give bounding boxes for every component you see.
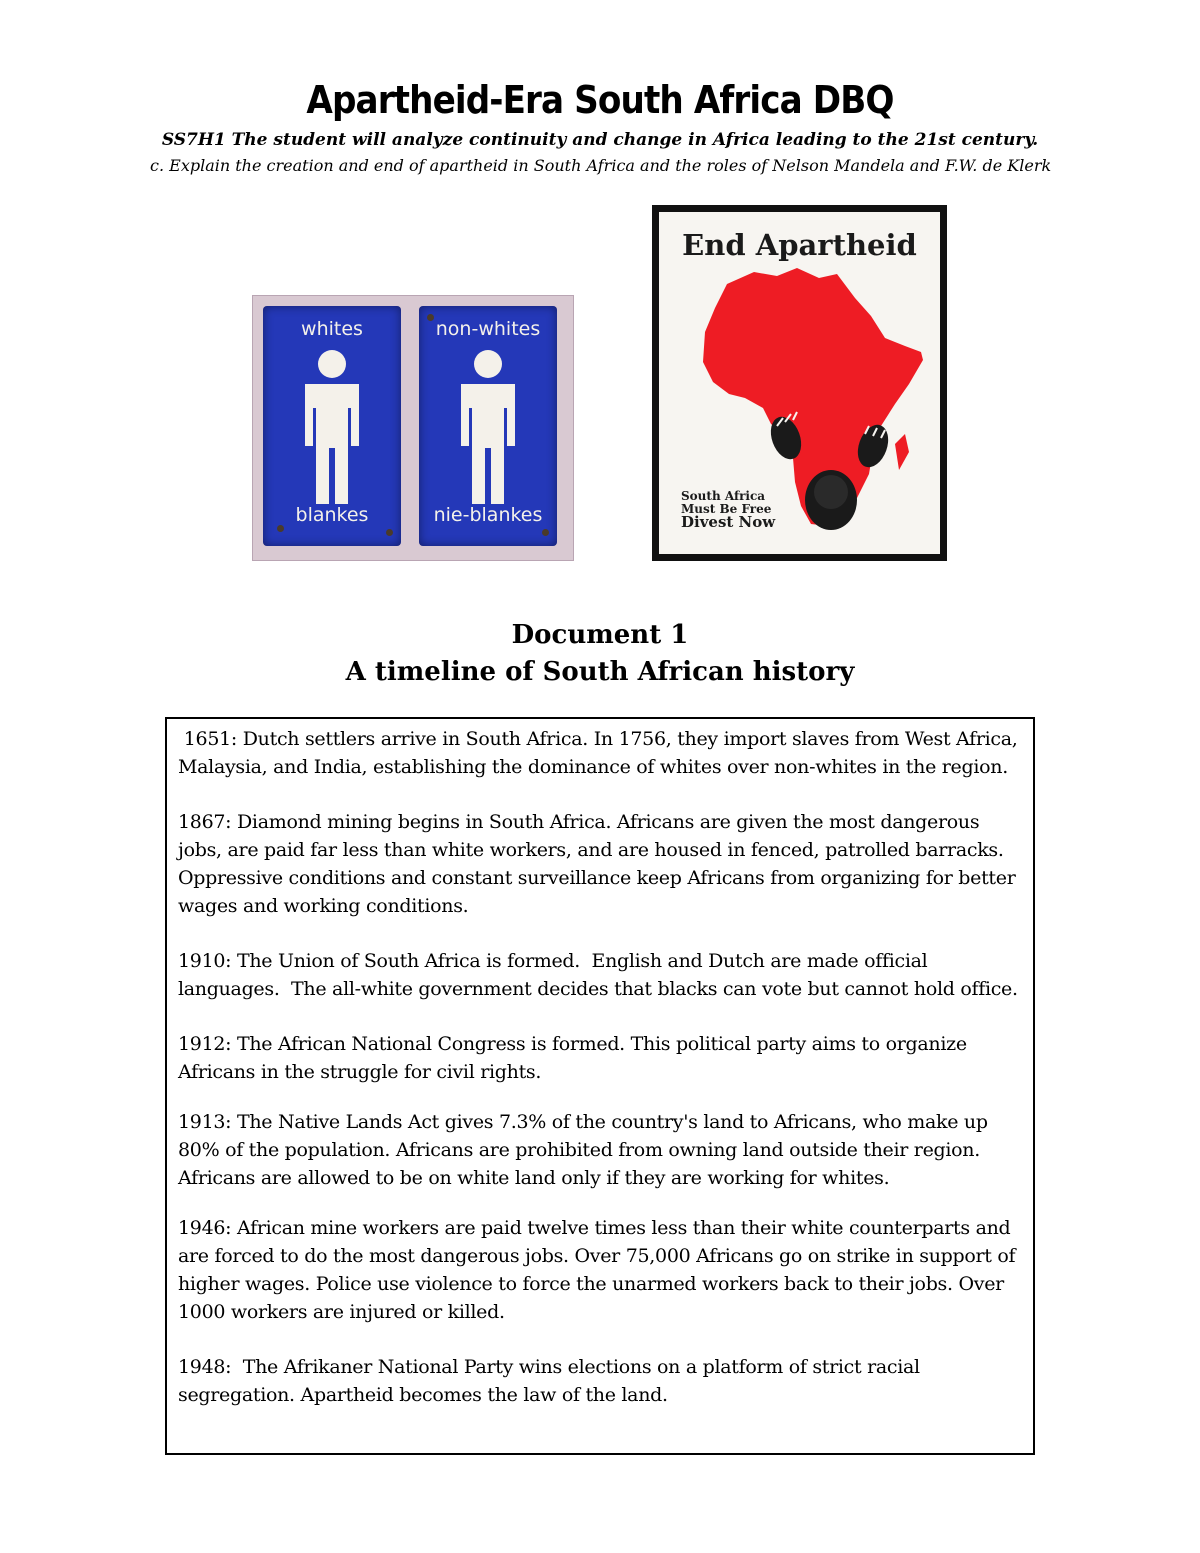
poster-caption-line: Must Be Free — [681, 501, 772, 516]
poster-caption — [681, 490, 775, 531]
non-whites-sign — [419, 306, 557, 546]
poster-title: End Apartheid — [682, 228, 917, 262]
end-apartheid-poster — [652, 205, 947, 561]
sign-top-label: non-whites — [435, 318, 541, 340]
timeline-entry: 1913: The Native Lands Act gives 7.3% of the country's land to Africans, who make up 80% of the population. Africans are prohibited from owning land outside their region. Africans are allowed to be on white land only if they are working for whites. — [178, 1111, 988, 1189]
standard-element-text: c. Explain the creation and end of apartheid in South Africa and the roles of Nelson Mandela and F.W. de Klerk — [150, 156, 1052, 175]
document-number: Document 1 — [511, 620, 689, 650]
sign-top-label: whites — [301, 318, 363, 340]
timeline-entry: 1912: The African National Congress is formed. This political party aims to organize Africans in the struggle for civil rights. — [178, 1033, 967, 1083]
screw-icon — [386, 529, 393, 536]
segregation-signs-photo — [252, 295, 574, 561]
whites-sign — [263, 306, 401, 546]
man-figure-icon — [297, 348, 367, 506]
standard-text: SS7H1 The student will analyze continuity and change in Africa leading to the 21st century. — [161, 130, 1039, 150]
poster-caption-line: Divest Now — [681, 513, 776, 532]
poster-caption-line: South Africa — [681, 489, 766, 503]
timeline-entry: 1946: African mine workers are paid twelve times less than their white counterparts and are forced to do the most dangerous jobs. Over 75,000 Africans go on strike in support of higher wages. Police use violence to force the unarmed workers back to their jobs. Over 1000 workers are injured or killed. — [178, 1217, 1016, 1323]
timeline-entry: 1867: Diamond mining begins in South Africa. Africans are given the most dangerous jobs, are paid far less than white workers, and are housed in fenced, patrolled barracks. Oppressive conditions and constant surveillance keep Africans from organizing for better wages and working conditions. — [178, 811, 1016, 917]
page-title: Apartheid-Era South Africa DBQ — [306, 78, 894, 122]
man-figure-icon — [453, 348, 523, 506]
sign-bottom-label: nie-blankes — [433, 504, 543, 526]
timeline-entry: 1910: The Union of South Africa is formed. English and Dutch are made official languages. The all-white government decides that blacks can vote but cannot hold office. — [178, 950, 1018, 1000]
timeline-entry: 1651: Dutch settlers arrive in South Africa. In 1756, they import slaves from West Africa, Malaysia, and India, establishing the dominance of whites over non-whites in the region. — [178, 728, 1024, 778]
screw-icon — [542, 529, 549, 536]
timeline-entry: 1948: The Afrikaner National Party wins elections on a platform of strict racial segregation. Apartheid becomes the law of the land. — [178, 1356, 926, 1406]
document-subtitle: A timeline of South African history — [345, 657, 855, 687]
sign-bottom-label: blankes — [295, 504, 369, 526]
timeline-box — [165, 717, 1035, 1455]
screw-icon — [427, 314, 434, 321]
screw-icon — [277, 525, 284, 532]
